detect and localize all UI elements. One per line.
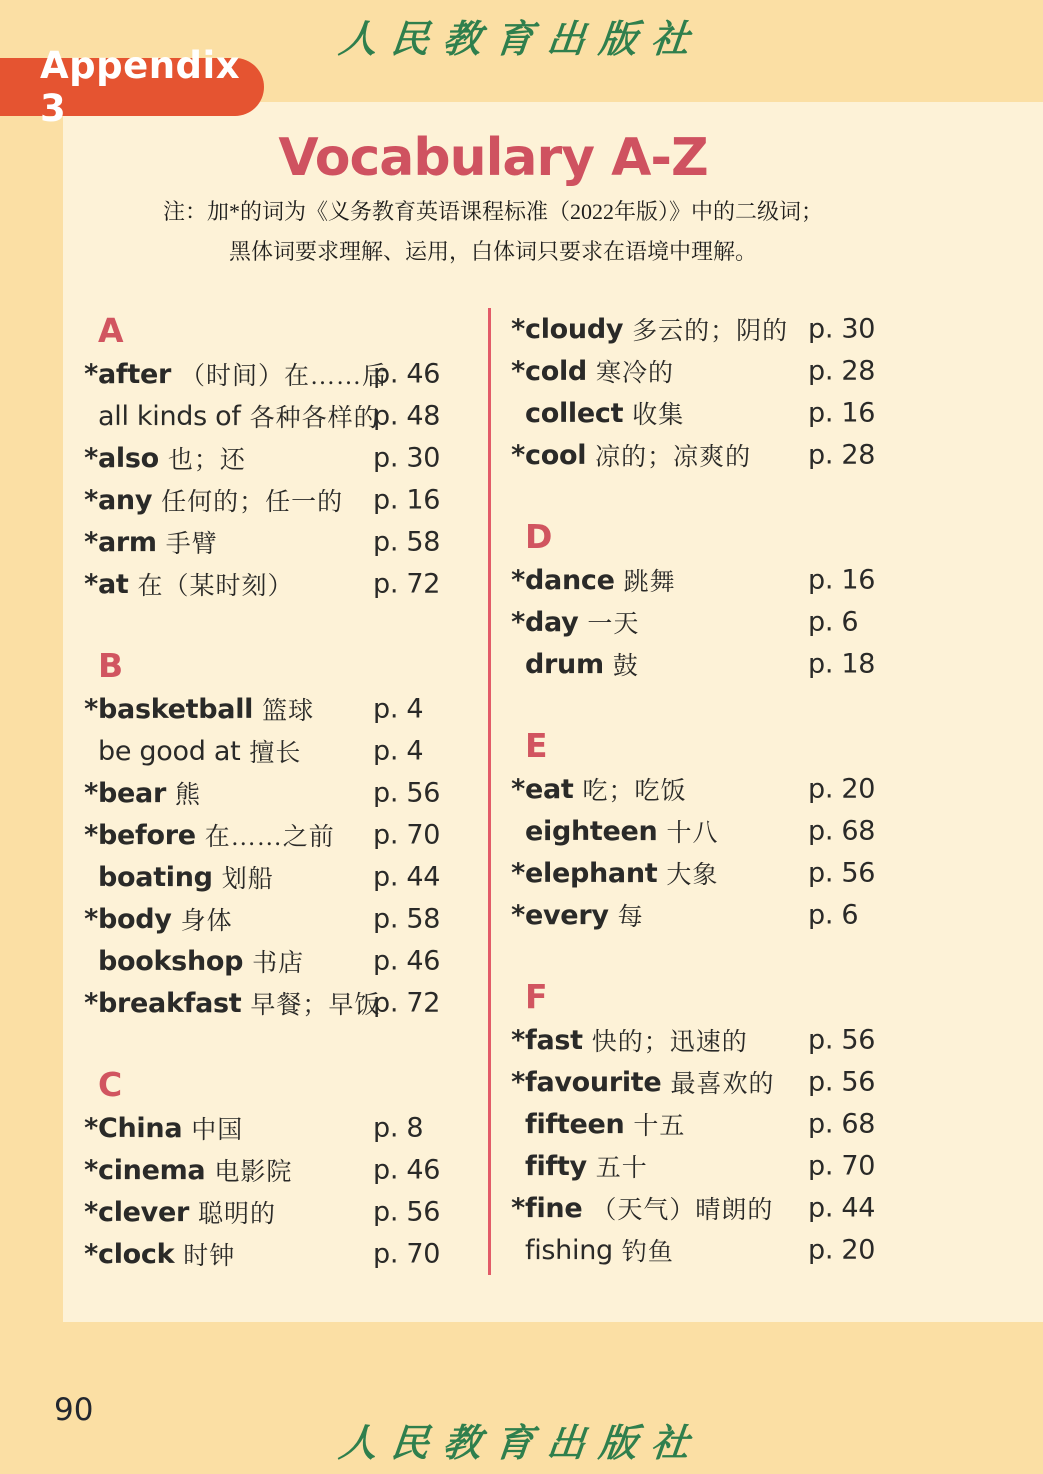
entry-definition: 最喜欢的: [670, 1071, 775, 1098]
entry-definition: 各种各样的: [249, 405, 380, 432]
entry-page-ref: p. 56: [808, 1024, 876, 1056]
vocab-entry: [85, 856, 455, 898]
entry-definition: 在……之前: [204, 824, 335, 851]
vocab-entry: [512, 768, 890, 810]
entry-definition: 任何的；任一的: [161, 489, 344, 516]
entry-definition: 熊: [174, 782, 201, 809]
vocab-entry: [85, 898, 455, 940]
star-marker: *: [511, 439, 525, 471]
vocab-entry: [85, 772, 455, 814]
entry-word: all kinds of: [98, 400, 241, 432]
entry-definition: 身体: [180, 908, 233, 935]
entry-word: eighteen: [525, 815, 658, 847]
entry-page-ref: p. 30: [373, 442, 441, 474]
vocab-entry: [85, 730, 455, 772]
entry-page-ref: p. 70: [808, 1150, 876, 1182]
star-marker: *: [84, 693, 98, 725]
star-marker: *: [511, 313, 525, 345]
vocab-entry: [85, 437, 455, 479]
entry-definition: 擅长: [249, 740, 302, 767]
entry-definition: 一天: [587, 611, 640, 638]
star-marker: *: [84, 358, 98, 390]
entry-page-ref: p. 56: [808, 1066, 876, 1098]
vocab-entry: [85, 521, 455, 563]
appendix-badge-label: Appendix 3: [40, 44, 241, 130]
vocab-entry: [85, 940, 455, 982]
vocab-entry: [85, 563, 455, 605]
section-letter-b: B: [98, 646, 124, 685]
section-letter-e: E: [525, 726, 548, 765]
appendix-badge: [0, 44, 264, 130]
entry-definition: 早餐；早饭: [250, 992, 381, 1019]
entry-page-ref: p. 56: [808, 857, 876, 889]
entry-definition: 鼓: [612, 653, 639, 680]
entry-page-ref: p. 44: [808, 1192, 876, 1224]
star-marker: *: [84, 526, 98, 558]
section-letter-a: A: [98, 311, 124, 350]
vocab-entry: [512, 1019, 890, 1061]
star-marker: *: [84, 1196, 98, 1228]
star-marker: *: [84, 819, 98, 851]
star-marker: *: [511, 1192, 525, 1224]
entry-word: * clever: [84, 1196, 189, 1228]
vocab-entry: [85, 1233, 455, 1275]
entry-page-ref: p. 70: [373, 1238, 441, 1270]
star-marker: *: [84, 484, 98, 516]
vocab-entry: [512, 308, 890, 350]
vocab-entry: [512, 601, 890, 643]
entry-word: * bear: [84, 777, 166, 809]
entry-definition: （天气）晴朗的: [591, 1197, 774, 1224]
entry-word: * cinema: [84, 1154, 206, 1186]
publisher-logo-top: 人民教育出版社: [336, 19, 706, 61]
entry-definition: 在（某时刻）: [137, 573, 294, 600]
section-letter-c: C: [98, 1065, 123, 1104]
entry-word: fifteen: [525, 1108, 625, 1140]
entry-word: * favourite: [511, 1066, 662, 1098]
entry-page-ref: p. 58: [373, 526, 441, 558]
star-marker: *: [84, 777, 98, 809]
entry-word: * arm: [84, 526, 157, 558]
entry-word: * fast: [511, 1024, 583, 1056]
entry-page-ref: p. 28: [808, 355, 876, 387]
entry-page-ref: p. 16: [808, 397, 876, 429]
entry-word: * eat: [511, 773, 574, 805]
entry-definition: 手臂: [165, 531, 218, 558]
entry-definition: 时钟: [183, 1243, 236, 1270]
entry-page-ref: p. 58: [373, 903, 441, 935]
entry-page-ref: p. 46: [373, 1154, 441, 1186]
note-line-2: 黑体词要求理解、运用，白体词只要求在语境中理解。: [228, 239, 757, 264]
entry-word: * after: [84, 358, 172, 390]
entry-definition: 篮球: [262, 698, 315, 725]
entry-definition: 五十: [595, 1155, 648, 1182]
entry-definition: 跳舞: [623, 569, 676, 596]
entry-definition: 也；还: [167, 447, 246, 474]
usage-note: [63, 192, 923, 272]
star-marker: *: [511, 899, 525, 931]
entry-page-ref: p. 28: [808, 439, 876, 471]
vocab-entry: [512, 1187, 890, 1229]
star-marker: *: [511, 564, 525, 596]
entry-page-ref: p. 20: [808, 1234, 876, 1266]
star-marker: *: [84, 568, 98, 600]
entry-page-ref: p. 56: [373, 777, 441, 809]
entry-page-ref: p. 8: [373, 1112, 424, 1144]
entry-page-ref: p. 46: [373, 945, 441, 977]
entry-word: * at: [84, 568, 129, 600]
page-title: Vocabulary A-Z: [278, 128, 708, 188]
entry-definition: （时间）在……后: [180, 363, 389, 390]
vocab-entry: [85, 688, 455, 730]
entry-page-ref: p. 68: [808, 1108, 876, 1140]
vocab-entry: [512, 559, 890, 601]
entry-page-ref: p. 48: [373, 400, 441, 432]
vocab-entry: [512, 643, 890, 685]
entry-definition: 划船: [221, 866, 274, 893]
vocab-entry: [512, 434, 890, 476]
entry-definition: 十八: [666, 820, 719, 847]
entry-word: bookshop: [98, 945, 244, 977]
entry-definition: 多云的；阴的: [632, 318, 789, 345]
entry-definition: 快的；迅速的: [591, 1029, 748, 1056]
vocab-entry: [85, 1107, 455, 1149]
star-marker: *: [84, 987, 98, 1019]
entry-word: fifty: [525, 1150, 587, 1182]
entry-definition: 十五: [633, 1113, 686, 1140]
entry-page-ref: p. 56: [373, 1196, 441, 1228]
entry-page-ref: p. 30: [808, 313, 876, 345]
vocab-entry: [512, 350, 890, 392]
vocab-column-left: [85, 308, 455, 1275]
vocab-entry: [85, 353, 455, 395]
entry-definition: 每: [617, 904, 644, 931]
entry-word: * dance: [511, 564, 615, 596]
entry-word: * before: [84, 819, 196, 851]
entry-definition: 中国: [191, 1117, 244, 1144]
entry-word: * clock: [84, 1238, 175, 1270]
vocab-entry: [85, 982, 455, 1024]
publisher-logo-bottom: 人民教育出版社: [336, 1423, 706, 1465]
vocab-entry: [85, 479, 455, 521]
entry-page-ref: p. 46: [373, 358, 441, 390]
entry-word: * elephant: [511, 857, 658, 889]
entry-page-ref: p. 18: [808, 648, 876, 680]
column-divider: [488, 308, 491, 1275]
entry-definition: 大象: [666, 862, 719, 889]
star-marker: *: [511, 606, 525, 638]
entry-definition: 书店: [252, 950, 305, 977]
entry-word: * basketball: [84, 693, 254, 725]
entry-word: boating: [98, 861, 213, 893]
star-marker: *: [511, 355, 525, 387]
entry-page-ref: p. 20: [808, 773, 876, 805]
star-marker: *: [511, 1024, 525, 1056]
entry-page-ref: p. 16: [808, 564, 876, 596]
entry-definition: 聪明的: [198, 1201, 277, 1228]
entry-page-ref: p. 70: [373, 819, 441, 851]
star-marker: *: [84, 1238, 98, 1270]
entry-page-ref: p. 72: [373, 568, 441, 600]
star-marker: *: [84, 1154, 98, 1186]
entry-word: be good at: [98, 735, 241, 767]
star-marker: *: [84, 1112, 98, 1144]
entry-word: * body: [84, 903, 172, 935]
entry-definition: 收集: [632, 402, 685, 429]
star-marker: *: [84, 442, 98, 474]
section-letter-d: D: [525, 517, 553, 556]
vocab-entry: [512, 894, 890, 936]
entry-word: * day: [511, 606, 579, 638]
entry-definition: 凉的；凉爽的: [595, 444, 752, 471]
entry-page-ref: p. 16: [373, 484, 441, 516]
entry-word: * China: [84, 1112, 183, 1144]
entry-word: * fine: [511, 1192, 583, 1224]
star-marker: *: [84, 903, 98, 935]
vocab-entry: [85, 395, 455, 437]
entry-definition: 寒冷的: [595, 360, 674, 387]
entry-word: * also: [84, 442, 159, 474]
entry-page-ref: p. 6: [808, 606, 859, 638]
entry-word: * cloudy: [511, 313, 624, 345]
vocab-entry: [512, 1145, 890, 1187]
vocab-entry: [512, 392, 890, 434]
entry-page-ref: p. 6: [808, 899, 859, 931]
entry-definition: 电影院: [214, 1159, 293, 1186]
vocab-entry: [512, 810, 890, 852]
vocab-entry: [512, 1103, 890, 1145]
entry-definition: 钓鱼: [621, 1239, 674, 1266]
vocab-entry: [512, 852, 890, 894]
entry-page-ref: p. 72: [373, 987, 441, 1019]
section-letter-f: F: [525, 977, 548, 1016]
entry-word: collect: [525, 397, 624, 429]
vocab-entry: [85, 814, 455, 856]
note-line-1: 注：加*的词为《义务教育英语课程标准（2022年版）》中的二级词；: [162, 199, 823, 224]
entry-word: * cold: [511, 355, 587, 387]
entry-word: drum: [525, 648, 604, 680]
entry-definition: 吃；吃饭: [582, 778, 687, 805]
entry-word: * cool: [511, 439, 587, 471]
vocab-column-right: [512, 308, 890, 1275]
star-marker: *: [511, 773, 525, 805]
entry-page-ref: p. 68: [808, 815, 876, 847]
star-marker: *: [511, 1066, 525, 1098]
vocab-entry: [85, 1149, 455, 1191]
vocab-entry: [512, 1229, 890, 1271]
entry-page-ref: p. 4: [373, 735, 424, 767]
star-marker: *: [511, 857, 525, 889]
entry-word: fishing: [525, 1234, 613, 1266]
entry-word: * every: [511, 899, 609, 931]
entry-page-ref: p. 4: [373, 693, 424, 725]
entry-word: * breakfast: [84, 987, 242, 1019]
vocab-columns: [85, 308, 890, 1275]
entry-page-ref: p. 44: [373, 861, 441, 893]
page-number: 90: [54, 1392, 94, 1428]
vocab-entry: [512, 1061, 890, 1103]
vocab-entry: [85, 1191, 455, 1233]
entry-word: * any: [84, 484, 153, 516]
